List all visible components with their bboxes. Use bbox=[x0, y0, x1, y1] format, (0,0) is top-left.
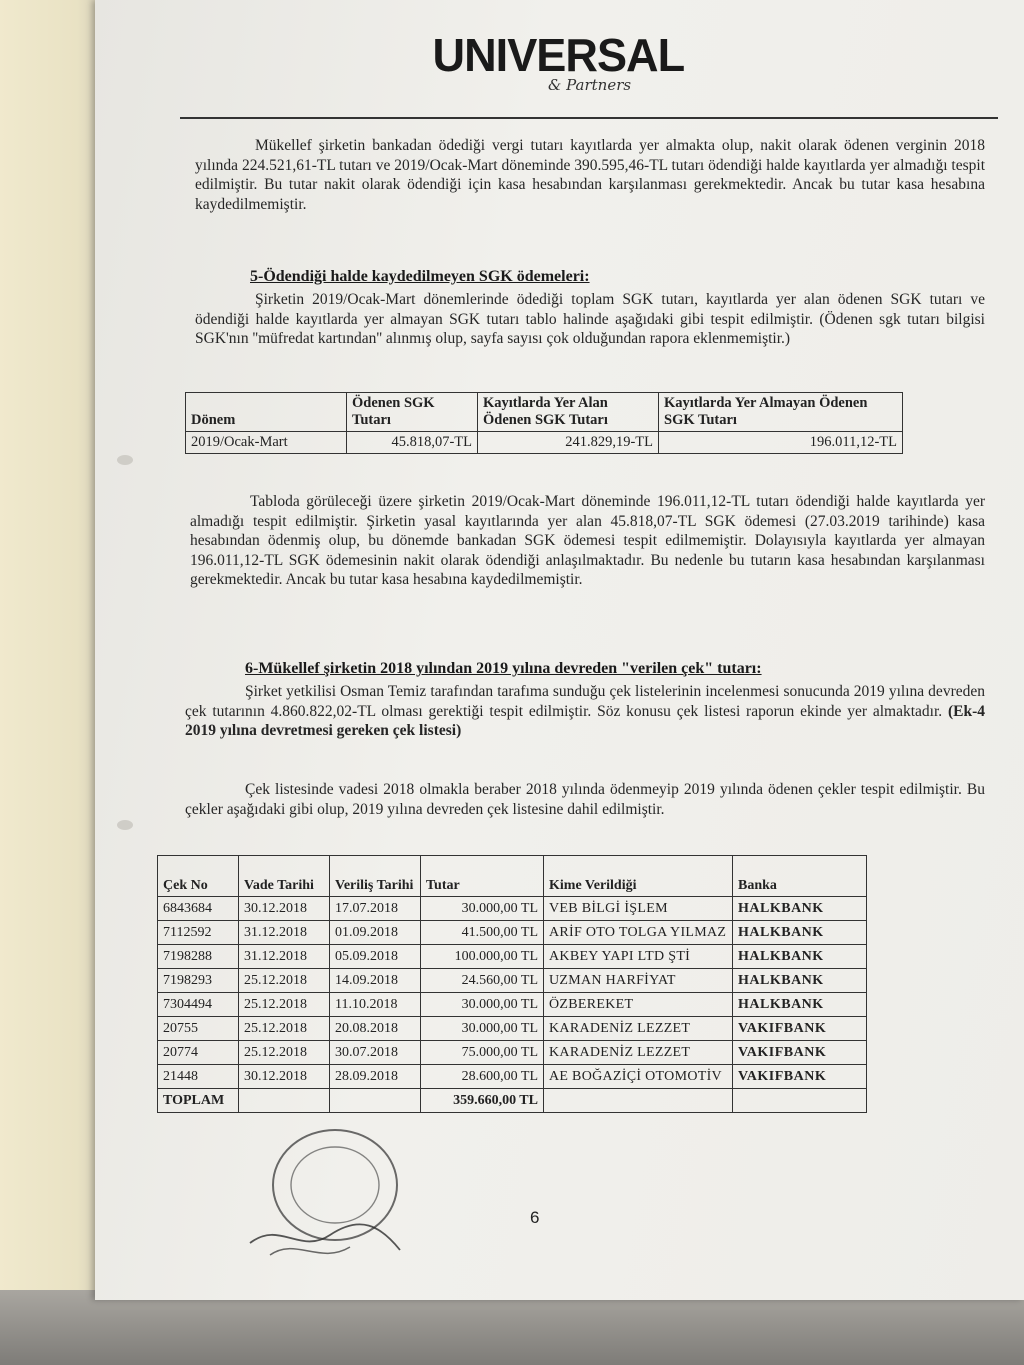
cek-cell-vade: 25.12.2018 bbox=[239, 1017, 330, 1041]
cek-cell-vade: 25.12.2018 bbox=[239, 969, 330, 993]
cek-col-tutar: Tutar bbox=[421, 856, 544, 897]
section-5-heading: 5-Ödendiği halde kaydedilmeyen SGK ödemeleri: bbox=[250, 268, 590, 285]
cek-col-banka: Banka bbox=[733, 856, 867, 897]
punch-hole bbox=[117, 820, 133, 830]
cek-cell-vade: 25.12.2018 bbox=[239, 1041, 330, 1065]
cek-cell-verilis: 28.09.2018 bbox=[330, 1065, 421, 1089]
paragraph-tax: Mükellef şirketin bankadan ödediği vergi tutarı kayıtlarda yer almakta olup, nakit olarak ödenen verginin 2018 yılında 224.521,61-TL tutarı ve 2019/Ocak-Mart döneminde 390.595,46-TL tutarı ödendiği halde kayıtlarda yer almadığı tespit edilmiştir. Bu tutar nakit olarak ödendiği için kasa hesabından karşılanması gerekmektedir. Ancak bu tutar kasa hesabına kaydedilmemiştir. bbox=[195, 137, 985, 213]
table-row bbox=[186, 432, 903, 454]
cek-cell-verilis: 11.10.2018 bbox=[330, 993, 421, 1017]
cek-cell-tutar: 30.000,00 TL bbox=[421, 1017, 544, 1041]
sgk-cell-kayitlarda-olmayan: 196.011,12-TL bbox=[659, 432, 903, 454]
cek-cell-no: 20774 bbox=[158, 1041, 239, 1065]
cek-cell-no: 7112592 bbox=[158, 921, 239, 945]
cek-cell-no: 6843684 bbox=[158, 897, 239, 921]
table-row bbox=[158, 1065, 867, 1089]
cek-cell-tutar: 75.000,00 TL bbox=[421, 1041, 544, 1065]
cek-cell-kime: AE BOĞAZİÇİ OTOMOTİV bbox=[544, 1065, 733, 1089]
sgk-table-header-row bbox=[186, 393, 903, 432]
cek-total-empty bbox=[239, 1089, 330, 1113]
cek-cell-tutar: 28.600,00 TL bbox=[421, 1065, 544, 1089]
cek-cell-banka: HALKBANK bbox=[733, 897, 867, 921]
table-row bbox=[158, 921, 867, 945]
sgk-col-odenen: Ödenen SGK Tutarı bbox=[347, 393, 478, 432]
section-6-heading: 6-Mükellef şirketin 2018 yılından 2019 yılına devreden "verilen çek" tutarı: bbox=[245, 660, 762, 677]
cek-total-empty bbox=[330, 1089, 421, 1113]
cek-total-value: 359.660,00 TL bbox=[421, 1089, 544, 1113]
cek-cell-banka: HALKBANK bbox=[733, 969, 867, 993]
cek-col-kime: Kime Verildiği bbox=[544, 856, 733, 897]
cek-total-empty bbox=[733, 1089, 867, 1113]
cek-col-no: Çek No bbox=[158, 856, 239, 897]
cek-cell-vade: 31.12.2018 bbox=[239, 945, 330, 969]
cek-table-header-row bbox=[158, 856, 867, 897]
cek-cell-verilis: 17.07.2018 bbox=[330, 897, 421, 921]
section-6-text1-bold: (Ek-4 2019 yılına devretmesi gereken çek listesi) bbox=[185, 702, 985, 739]
cek-cell-kime: UZMAN HARFİYAT bbox=[544, 969, 733, 993]
cek-cell-banka: HALKBANK bbox=[733, 993, 867, 1017]
cek-cell-vade: 30.12.2018 bbox=[239, 897, 330, 921]
cek-cell-tutar: 30.000,00 TL bbox=[421, 993, 544, 1017]
cek-cell-no: 21448 bbox=[158, 1065, 239, 1089]
cek-col-vade: Vade Tarihi bbox=[239, 856, 330, 897]
cek-cell-banka: VAKIFBANK bbox=[733, 1041, 867, 1065]
cek-cell-tutar: 41.500,00 TL bbox=[421, 921, 544, 945]
section-6-text1: Şirket yetkilisi Osman Temiz tarafından tarafıma sunduğu çek listelerinin incelenmesi sonucunda 2019 yılına devreden çek tutarının 4.860.822,02-TL olması gerektiği tespit edilmiştir. Söz konusu çek listesi raporun ekinde yer almaktadır. bbox=[185, 683, 985, 720]
sgk-col-kayitlarda-olmayan: Kayıtlarda Yer Almayan Ödenen SGK Tutarı bbox=[659, 393, 903, 432]
logo-text: UNIVERSAL bbox=[432, 29, 685, 81]
section-5-text: Şirketin 2019/Ocak-Mart dönemlerinde ödediği toplam SGK tutarı, kayıtlarda yer alan ödenen SGK tutarı ve ödendiği halde kayıtlarda yer almayan SGK tutarı tablo halinde aşağıdaki gibi tespit edilmiştir. (Ödenen sgk tutarı bilgisi SGK'nın ''müfredat kartından'' alınmış olup, sayfa sayısı çok olduğundan rapora eklenmemiştir.) bbox=[195, 291, 985, 347]
cek-cell-kime: ARİF OTO TOLGA YILMAZ bbox=[544, 921, 733, 945]
table-row bbox=[158, 1017, 867, 1041]
cek-cell-banka: HALKBANK bbox=[733, 945, 867, 969]
cek-cell-banka: HALKBANK bbox=[733, 921, 867, 945]
cek-cell-verilis: 30.07.2018 bbox=[330, 1041, 421, 1065]
header-rule bbox=[180, 117, 998, 119]
cek-cell-verilis: 05.09.2018 bbox=[330, 945, 421, 969]
cek-cell-kime: KARADENİZ LEZZET bbox=[544, 1041, 733, 1065]
cek-table bbox=[157, 855, 867, 1113]
cek-cell-tutar: 100.000,00 TL bbox=[421, 945, 544, 969]
sgk-cell-odenen: 45.818,07-TL bbox=[347, 432, 478, 454]
cek-cell-no: 7198288 bbox=[158, 945, 239, 969]
cek-cell-kime: KARADENİZ LEZZET bbox=[544, 1017, 733, 1041]
table-row bbox=[158, 1041, 867, 1065]
cek-cell-vade: 30.12.2018 bbox=[239, 1065, 330, 1089]
page-number: 6 bbox=[530, 1208, 540, 1227]
table-row bbox=[158, 897, 867, 921]
cek-cell-banka: VAKIFBANK bbox=[733, 1065, 867, 1089]
cek-cell-no: 7198293 bbox=[158, 969, 239, 993]
section-6-text1-block bbox=[185, 682, 985, 741]
logo-subtext: & Partners bbox=[548, 76, 632, 94]
sgk-table bbox=[185, 392, 903, 454]
cek-cell-verilis: 20.08.2018 bbox=[330, 1017, 421, 1041]
section-5-after-text: Tabloda görüleceği üzere şirketin 2019/Ocak-Mart döneminde 196.011,12-TL tutarı ödendiği halde kayıtlarda yer almadığı tespit edilmiştir. Şirketin yasal kayıtlarında yer alan 45.818,07-TL SGK ödemesi (27.03.2019 tarihinde) kasa hesabından ödenmiş olup, bu dönemde bankadan SGK ödemesi tespit edilmemiştir. Dolayısıyla kayıtlarda yer almayan 196.011,12-TL SGK ödemesinin nakit olarak ödendiği anlaşılmaktadır. Bu nedenle bu tutarın kasa hesabından karşılanması gerekmektedir. Ancak bu tutar kasa hesabına kaydedilmemiştir. bbox=[190, 493, 985, 588]
cek-total-empty bbox=[544, 1089, 733, 1113]
background-bottom bbox=[0, 1290, 1024, 1365]
cek-cell-kime: VEB BİLGİ İŞLEM bbox=[544, 897, 733, 921]
sgk-cell-donem: 2019/Ocak-Mart bbox=[186, 432, 347, 454]
sgk-col-kayitlarda: Kayıtlarda Yer Alan Ödenen SGK Tutarı bbox=[478, 393, 659, 432]
cek-total-label: TOPLAM bbox=[158, 1089, 239, 1113]
table-row bbox=[158, 969, 867, 993]
cek-cell-kime: ÖZBEREKET bbox=[544, 993, 733, 1017]
cek-cell-tutar: 30.000,00 TL bbox=[421, 897, 544, 921]
cek-cell-vade: 31.12.2018 bbox=[239, 921, 330, 945]
official-stamp bbox=[240, 1125, 440, 1275]
sgk-cell-kayitlarda: 241.829,19-TL bbox=[478, 432, 659, 454]
cek-cell-tutar: 24.560,00 TL bbox=[421, 969, 544, 993]
document-page bbox=[95, 0, 1024, 1300]
cek-cell-verilis: 14.09.2018 bbox=[330, 969, 421, 993]
cek-cell-no: 20755 bbox=[158, 1017, 239, 1041]
section-6-text2: Çek listesinde vadesi 2018 olmakla beraber 2018 yılında ödenmeyip 2019 yılında ödenen çekler tespit edilmiştir. Bu çekler aşağıdaki gibi olup, 2019 yılına devreden çek listesine dahil edilmiştir. bbox=[185, 781, 985, 818]
cek-cell-no: 7304494 bbox=[158, 993, 239, 1017]
company-logo bbox=[430, 29, 685, 102]
table-row bbox=[158, 945, 867, 969]
cek-cell-verilis: 01.09.2018 bbox=[330, 921, 421, 945]
cek-cell-banka: VAKIFBANK bbox=[733, 1017, 867, 1041]
table-row bbox=[158, 993, 867, 1017]
cek-total-row bbox=[158, 1089, 867, 1113]
cek-cell-vade: 25.12.2018 bbox=[239, 993, 330, 1017]
punch-hole bbox=[117, 455, 133, 465]
sgk-col-donem: Dönem bbox=[186, 393, 347, 432]
cek-col-verilis: Veriliş Tarihi bbox=[330, 856, 421, 897]
cek-table-body bbox=[158, 897, 867, 1089]
cek-cell-kime: AKBEY YAPI LTD ŞTİ bbox=[544, 945, 733, 969]
background-left bbox=[0, 0, 110, 1365]
